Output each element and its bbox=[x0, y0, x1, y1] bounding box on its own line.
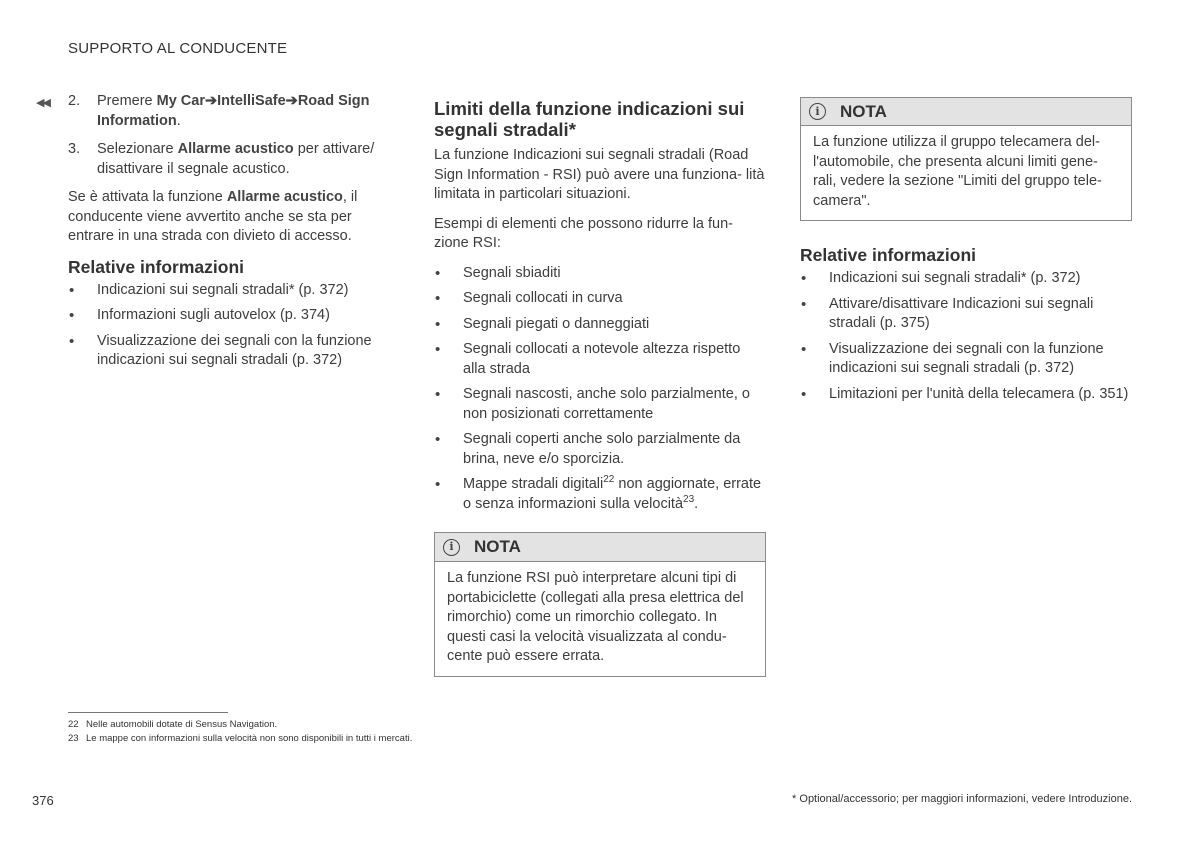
footnote-ref[interactable]: 22 bbox=[603, 474, 615, 486]
list-item: • Segnali collocati a notevole altezza rispetto alla strada bbox=[434, 340, 766, 379]
column-left bbox=[68, 92, 396, 377]
note-text: La funzione RSI può interpretare alcuni tipi di portabiciclette (collegati alla presa elettrica del rimorchio) come un rimorchio collegato. In questi casi la velocità visualizzata al condu- cente può essere errata. bbox=[447, 570, 744, 664]
step-3: 3. Selezionare Allarme acustico per attivare/ disattivare il segnale acustico. bbox=[68, 141, 375, 177]
footnote: 22 Nelle automobili dotate di Sensus Navigation. bbox=[68, 719, 278, 730]
menu-my-car: My Car bbox=[156, 93, 205, 109]
section-title: Limiti della funzione indicazioni sui segnali stradali* bbox=[434, 98, 745, 140]
step-number: 3. bbox=[68, 141, 81, 157]
note-title: NOTA bbox=[474, 537, 521, 557]
related-link[interactable]: • Visualizzazione dei segnali con la funzione indicazioni sui segnali stradali (p. 372) bbox=[68, 332, 396, 371]
list-item: • Segnali nascosti, anche solo parzialmente, o non posizionati correttamente bbox=[434, 385, 766, 424]
info-icon: i bbox=[443, 539, 460, 556]
back-arrows-icon[interactable]: ◀◀ bbox=[36, 97, 49, 109]
note-text: La funzione utilizza il gruppo telecamera del- l'automobile, che presenta alcuni limiti gene- rali, vedere la sezione "Limiti del gruppo tele- camera". bbox=[813, 134, 1102, 209]
list-item: • Segnali coperti anche solo parzialmente da brina, neve e/o sporcizia. bbox=[434, 430, 766, 469]
examples-intro: Esempi di elementi che possono ridurre la fun- zione RSI: bbox=[434, 215, 734, 251]
step-number: 2. bbox=[68, 93, 81, 109]
footnotes bbox=[68, 718, 412, 746]
info-icon: i bbox=[809, 103, 826, 120]
intro-paragraph: La funzione Indicazioni sui segnali stradali (Road Sign Information - RSI) può avere una funziona- lità limitata in particolari situazioni. bbox=[434, 147, 765, 202]
step-2: 2. Premere My Car➔IntelliSafe➔Road Sign Information. bbox=[68, 93, 370, 129]
menu-road-sign-information: Road Sign Information bbox=[97, 93, 370, 129]
related-link[interactable]: • Informazioni sugli autovelox (p. 374) bbox=[68, 306, 396, 326]
related-link[interactable]: • Attivare/disattivare Indicazioni sui segnali stradali (p. 375) bbox=[800, 295, 1132, 334]
related-info-heading: Relative informazioni bbox=[800, 245, 977, 265]
note-header bbox=[435, 533, 765, 562]
keyword-allarme-acustico: Allarme acustico bbox=[226, 189, 343, 205]
related-link[interactable]: • Visualizzazione dei segnali con la funzione indicazioni sui segnali stradali (p. 372) bbox=[800, 340, 1132, 379]
page-number: 376 bbox=[32, 793, 54, 808]
note-header bbox=[801, 98, 1131, 126]
footnote-divider bbox=[68, 712, 228, 713]
footnote-ref[interactable]: 23 bbox=[683, 493, 695, 505]
paragraph-warning: Se è attivata la funzione Allarme acustico, il conducente viene avvertito anche se sta per entrare in una strada con divieto di accesso. bbox=[68, 189, 358, 244]
list-item: • Segnali piegati o danneggiati bbox=[434, 315, 766, 335]
related-info-list bbox=[800, 269, 1132, 404]
arrow-icon: ➔ bbox=[205, 93, 218, 109]
page-header: SUPPORTO AL CONDUCENTE bbox=[68, 40, 288, 57]
list-item: • Segnali collocati in curva bbox=[434, 289, 766, 309]
note-box bbox=[434, 532, 766, 677]
optional-footnote: * Optional/accessorio; per maggiori informazioni, vedere Introduzione. bbox=[792, 793, 1132, 805]
list-item: • Segnali sbiaditi bbox=[434, 264, 766, 284]
note-title: NOTA bbox=[840, 101, 887, 121]
related-info-list bbox=[68, 281, 396, 371]
related-link[interactable]: • Limitazioni per l'unità della telecamera (p. 351) bbox=[800, 385, 1132, 405]
footnote: 23 Le mappe con informazioni sulla velocità non sono disponibili in tutti i mercati. bbox=[68, 733, 413, 744]
column-middle bbox=[434, 92, 766, 677]
list-item: • Mappe stradali digitali$^{22}$ non aggiornate, errate o senza informazioni sulla velocità$^{23}$. bbox=[434, 475, 766, 514]
limitations-list bbox=[434, 264, 766, 515]
related-info-heading: Relative informazioni bbox=[68, 256, 245, 277]
note-box bbox=[800, 97, 1132, 221]
related-link[interactable]: • Indicazioni sui segnali stradali* (p. 372) bbox=[800, 269, 1132, 289]
arrow-icon: ➔ bbox=[285, 93, 298, 109]
menu-intellisafe: IntelliSafe bbox=[217, 93, 286, 109]
keyword-allarme-acustico: Allarme acustico bbox=[177, 141, 294, 157]
related-link[interactable]: • Indicazioni sui segnali stradali* (p. 372) bbox=[68, 281, 396, 301]
column-right bbox=[800, 92, 1132, 410]
